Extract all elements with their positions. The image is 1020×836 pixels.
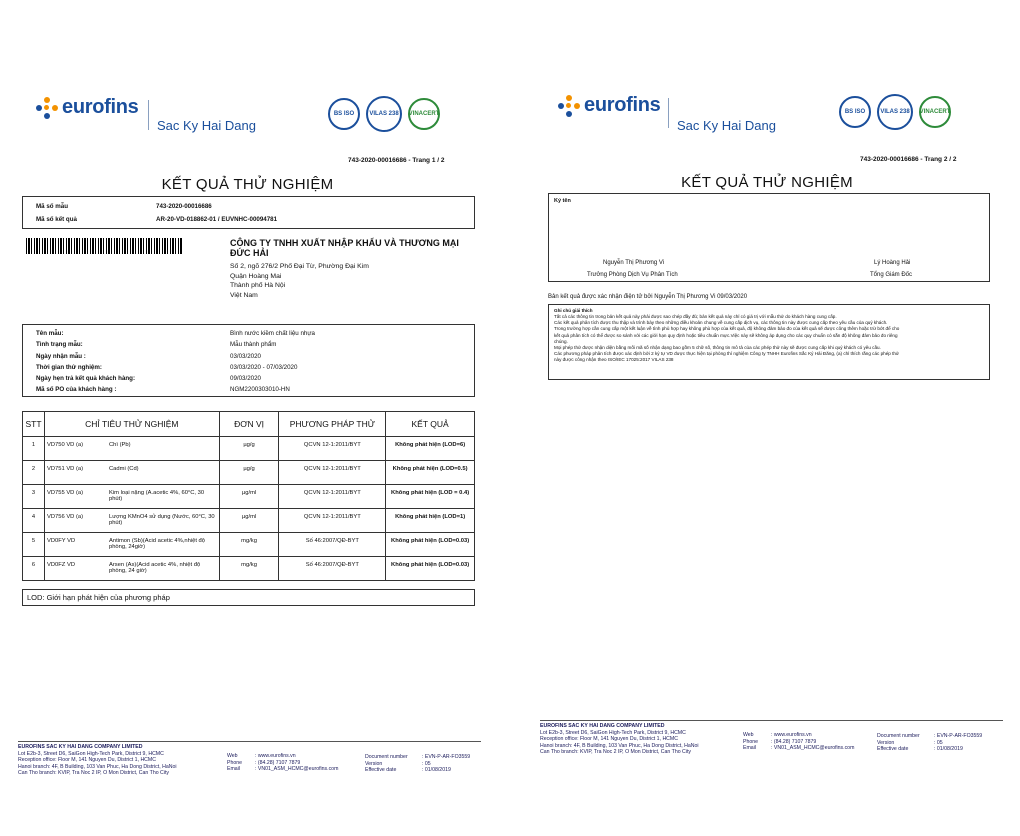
doc-version: : 05 — [422, 760, 431, 767]
header-result: KẾT QUẢ — [386, 412, 475, 437]
doc-key: Effective date — [877, 746, 909, 752]
address-line: Việt Nam — [230, 291, 258, 299]
row-test-name: Chì (Pb) — [108, 442, 131, 448]
notes-box — [548, 304, 990, 380]
sign-label: Ký tên — [554, 198, 571, 204]
footer-line: Reception office: Floor M, 141 Nguyen Du, District 1, HCMC — [540, 736, 679, 742]
row-unit: µg/ml — [219, 509, 279, 533]
client-address — [230, 262, 369, 300]
test-period-label: Thời gian thử nghiệm: — [36, 364, 102, 371]
signer-1-name: Nguyễn Thị Phương Vi — [603, 260, 665, 266]
row-stt: 1 — [23, 437, 45, 461]
footer-line: Lot E2b-3, Street D6, SaiGon High-Tech Park, District 9, HCMC — [18, 750, 164, 757]
row-unit: mg/kg — [219, 533, 279, 557]
row-result: Không phát hiện (LOD=0.03) — [386, 557, 475, 581]
header-stt: STT — [23, 412, 45, 437]
footer-line: Can Tho branch: KVIP, Tra Noc 2 IP, O Mon District, Can Tho City — [540, 749, 691, 755]
contact-phone: : (84.28) 7107 7879 — [255, 759, 301, 766]
row-test — [44, 485, 219, 509]
row-unit: mg/kg — [219, 557, 279, 581]
contact-key: Email — [743, 745, 756, 751]
report-title: KẾT QUẢ THỬ NGHIỆM — [161, 176, 334, 193]
row-unit: µg/g — [219, 461, 279, 485]
vilas-cert-icon: VILAS 238 — [877, 94, 913, 130]
test-period-value: 03/03/2020 - 07/03/2020 — [230, 364, 298, 371]
logo-divider — [668, 98, 669, 128]
received-date-label: Ngày nhận mẫu : — [36, 353, 86, 360]
footer-contact — [227, 753, 338, 773]
row-test-name: Arsen (As)(Acid acetic 4%, nhiệt độ phòng, 24 giờ) — [108, 562, 201, 574]
notes-title: Ghi chú giải thích — [554, 308, 593, 313]
row-result: Không phát hiện (LOD=1) — [386, 509, 475, 533]
brand-name: eurofins — [62, 96, 139, 118]
row-code: VD755 VD (a) — [46, 490, 84, 496]
row-test-name: Antimon (Sb)(Acid acetic 4%,nhiệt độ phòng, 24giờ) — [108, 538, 206, 550]
table-row — [23, 461, 475, 485]
eurofins-mark-icon — [558, 95, 580, 117]
footer-doc-info — [877, 733, 982, 753]
table-row — [23, 437, 475, 461]
doc-version: : 05 — [934, 739, 943, 746]
contact-key: Email — [227, 766, 240, 772]
row-code: VD750 VD (a) — [46, 442, 84, 448]
row-method: QCVN 12-1:2011/BYT — [279, 461, 386, 485]
sample-id-label: Mã số mẫu — [36, 203, 68, 210]
brand-name: eurofins — [584, 94, 661, 116]
doc-key: Version — [365, 760, 383, 767]
row-code: VD751 VD (a) — [46, 466, 84, 472]
signer-2-name: Lý Hoàng Hải — [874, 260, 911, 266]
row-stt: 5 — [23, 533, 45, 557]
row-stt: 2 — [23, 461, 45, 485]
sample-id-value: 743-2020-00016686 — [156, 203, 212, 210]
eurofins-logo — [36, 96, 139, 119]
row-result: Không phát hiện (LOD = 0.4) — [386, 485, 475, 509]
contact-web[interactable]: : www.eurofins.vn — [771, 732, 812, 738]
contact-email[interactable]: : VN01_ASM_HCMC@eurofins.com — [771, 745, 855, 751]
result-id-label: Mã số kết quả — [36, 216, 77, 223]
table-header-row — [23, 412, 475, 437]
row-test — [44, 437, 219, 461]
report-title: KẾT QUẢ THỬ NGHIỆM — [681, 174, 853, 191]
row-code: VD0FY VD — [46, 538, 76, 544]
footer-line: Hanoi branch: 4F, B Building, 103 Van Phuc, Ha Dong District, HaNoi — [18, 763, 177, 770]
row-test — [44, 533, 219, 557]
signer-1-role: Trưởng Phòng Dịch Vụ Phân Tích — [587, 272, 678, 278]
footer-divider — [540, 720, 1003, 721]
table-row — [23, 485, 475, 509]
row-test-name: Lượng KMnO4 sử dụng (Nước, 60°C, 30 phút) — [108, 514, 215, 526]
brand-subtitle: Sac Ky Hai Dang — [157, 118, 256, 133]
barcode — [26, 238, 182, 254]
note-line: Các kết quả phân tích được thu thập và trình bày theo những điều khoản chung về cung cấp dịch vụ, các thông tin này được cung cấp theo yêu cầu của quý khách. — [554, 320, 888, 326]
row-test — [44, 557, 219, 581]
report-page-2 — [512, 0, 1020, 836]
po-number-label: Mã số PO của khách hàng : — [36, 386, 117, 393]
row-result: Không phát hiện (LOD=0.03) — [386, 533, 475, 557]
doc-number: : EVN-P-AR-FO3559 — [934, 733, 983, 739]
contact-email[interactable]: : VN01_ASM_HCMC@eurofins.com — [255, 766, 339, 772]
due-date-value: 09/03/2020 — [230, 375, 261, 382]
due-date-label: Ngày hẹn trả kết quả khách hàng: — [36, 375, 136, 382]
bs-iso-cert-icon: BS ISO — [328, 98, 360, 130]
table-row — [23, 533, 475, 557]
eurofins-mark-icon — [36, 97, 58, 119]
row-method: Số 46:2007/QĐ-BYT — [279, 557, 386, 581]
header-unit: ĐƠN VỊ — [219, 412, 279, 437]
row-method: QCVN 12-1:2011/BYT — [279, 485, 386, 509]
contact-key: Phone — [227, 759, 243, 766]
footer-line: Reception office: Floor M, 141 Nguyen Du, District 1, HCMC — [18, 757, 157, 763]
client-company-line-1: CÔNG TY TNHH XUẤT NHẬP KHẨU VÀ THƯƠNG MẠI — [230, 238, 459, 248]
sample-name-value: Bình nước kiềm chất liệu nhựa — [230, 330, 315, 337]
address-line: Thành phố Hà Nội — [230, 282, 286, 289]
table-row — [23, 509, 475, 533]
client-company-line-2: ĐỨC HẢI — [230, 248, 269, 258]
result-id-value: AR-20-VD-018862-01 / EUVNHC-00094781 — [156, 216, 278, 223]
doc-key: Document number — [877, 733, 920, 739]
contact-phone: : (84.28) 7107 7879 — [771, 738, 817, 745]
lod-note: LOD: Giới hạn phát hiện của phương pháp — [27, 593, 170, 602]
contact-web[interactable]: : www.eurofins.vn — [255, 753, 296, 759]
po-number-value: NGM2200303010-HN — [230, 386, 290, 393]
row-unit: µg/g — [219, 437, 279, 461]
signature-box — [548, 193, 990, 282]
note-line: này được công nhận theo ISO/IEC 17025:2017 VILAS 238 — [554, 357, 674, 363]
footer-line: Lot E2b-3, Street D6, SaiGon High-Tech Park, District 9, HCMC — [540, 729, 686, 736]
contact-key: Phone — [743, 738, 759, 745]
sample-name-label: Tên mẫu: — [36, 330, 64, 337]
row-test-name: Kim loại nặng (A.acetic 4%, 60°C, 30 phút) — [108, 490, 205, 502]
row-method: QCVN 12-1:2011/BYT — [279, 437, 386, 461]
eurofins-logo — [558, 94, 661, 117]
vinacert-icon: VINACERT — [408, 98, 440, 130]
footer-contact — [743, 732, 854, 752]
note-line: Các phương pháp phân tích được xác định bởi 2 ký tự VD được thực hiện tại phòng thí nghiệm Công ty TNHH Eurofins Sắc Ký Hải Đăng, (a) chỉ thích rằng các phép thử — [554, 351, 900, 357]
sample-state-value: Mẫu thành phẩm — [230, 341, 277, 348]
row-code: VD0FZ VD — [46, 562, 76, 568]
footer-company: EUROFINS SAC KY HAI DANG COMPANY LIMITED — [18, 744, 143, 750]
row-test — [44, 509, 219, 533]
client-company-name — [230, 238, 459, 258]
contact-key: Web — [743, 732, 754, 738]
row-test — [44, 461, 219, 485]
row-method: Số 46:2007/QĐ-BYT — [279, 533, 386, 557]
header-test: CHỈ TIÊU THỬ NGHIỆM — [44, 412, 219, 437]
electronic-confirmation: Bản kết quả được xác nhận điện tử bởi Nguyễn Thị Phương Vi 09/03/2020 — [548, 294, 748, 300]
doc-effective-date: : 01/08/2019 — [422, 767, 451, 773]
page-reference: 743-2020-00016686 - Trang 2 / 2 — [860, 156, 957, 163]
address-line: Số 2, ngõ 276/2 Phố Đại Từ, Phường Đại Kim — [230, 263, 369, 270]
notes-body — [554, 314, 986, 364]
row-stt: 6 — [23, 557, 45, 581]
report-page-1 — [0, 0, 505, 836]
footer-address — [18, 744, 177, 777]
table-row — [23, 557, 475, 581]
note-line: Mọi phép thử được nhận diện bằng mối mã số nhận dạng bao gồm 5 chữ số, thông tin mô tả của các phép thử này sẽ được cung cấp khi quý khách có yêu cầu. — [554, 345, 881, 351]
row-stt: 3 — [23, 485, 45, 509]
sample-state-label: Tình trạng mẫu: — [36, 341, 83, 348]
vilas-cert-icon: VILAS 238 — [366, 96, 402, 132]
footer-doc-info — [365, 754, 470, 774]
ids-box — [22, 196, 475, 229]
sample-info-box — [22, 324, 475, 397]
contact-key: Web — [227, 753, 238, 759]
logo-divider — [148, 100, 149, 130]
brand-subtitle: Sac Ky Hai Dang — [677, 118, 776, 133]
row-unit: µg/ml — [219, 485, 279, 509]
note-line: Tất cả các thông tin trong bản kết quả này phải được sao chép đầy đủ; bản kết quả này chỉ có giá trị với mẫu thử do khách hàng cung cấp. — [554, 314, 837, 319]
results-table — [22, 411, 475, 581]
doc-key: Document number — [365, 754, 408, 760]
note-line: Trong trường hợp cần cung cấp một kết luận về tình phù hợp hay không phù hợp của kết quả, độ không đảm bảo đo của kết quả sẽ được công thêm hoặc trừ bớt để cho — [554, 326, 900, 332]
row-test-name: Cadmi (Cd) — [108, 466, 139, 472]
header-method: PHƯƠNG PHÁP THỬ — [279, 412, 386, 437]
note-line: kết quả phân tích có thể được so sánh với các giới hạn quy định hoặc tiêu chuẩn mực.Việc này sẽ không áp dụng cho các quy chuẩn có sẵn độ không đảm bảo đo riêng — [554, 332, 898, 338]
footer-line: Can Tho branch: KVIP, Tra Noc 2 IP, O Mon District, Can Tho City — [18, 770, 169, 776]
footer-divider — [18, 741, 481, 742]
doc-key: Effective date — [365, 767, 397, 773]
received-date-value: 03/03/2020 — [230, 353, 261, 360]
doc-effective-date: : 01/08/2019 — [934, 746, 963, 752]
vinacert-icon: VINACERT — [919, 96, 951, 128]
row-stt: 4 — [23, 509, 45, 533]
cert-logos — [328, 96, 440, 132]
signer-2-role: Tổng Giám Đốc — [870, 272, 913, 278]
page-reference: 743-2020-00016686 - Trang 1 / 2 — [348, 157, 445, 164]
row-result: Không phát hiện (LOD=6) — [386, 437, 475, 461]
footer-line: Hanoi branch: 4F, B Building, 103 Van Phuc, Ha Dong District, HaNoi — [540, 742, 699, 749]
doc-number: : EVN-P-AR-FO3559 — [422, 754, 471, 760]
doc-key: Version — [877, 739, 895, 746]
footer-company: EUROFINS SAC KY HAI DANG COMPANY LIMITED — [540, 723, 665, 729]
footer-address — [540, 723, 699, 756]
note-line: chúng. — [554, 338, 568, 344]
lod-note-box — [22, 589, 475, 606]
address-line: Quận Hoàng Mai — [230, 272, 282, 280]
row-result: Không phát hiện (LOD=0.5) — [386, 461, 475, 485]
row-method: QCVN 12-1:2011/BYT — [279, 509, 386, 533]
row-code: VD756 VD (a) — [46, 514, 84, 520]
bs-iso-cert-icon: BS ISO — [839, 96, 871, 128]
cert-logos — [839, 94, 951, 130]
